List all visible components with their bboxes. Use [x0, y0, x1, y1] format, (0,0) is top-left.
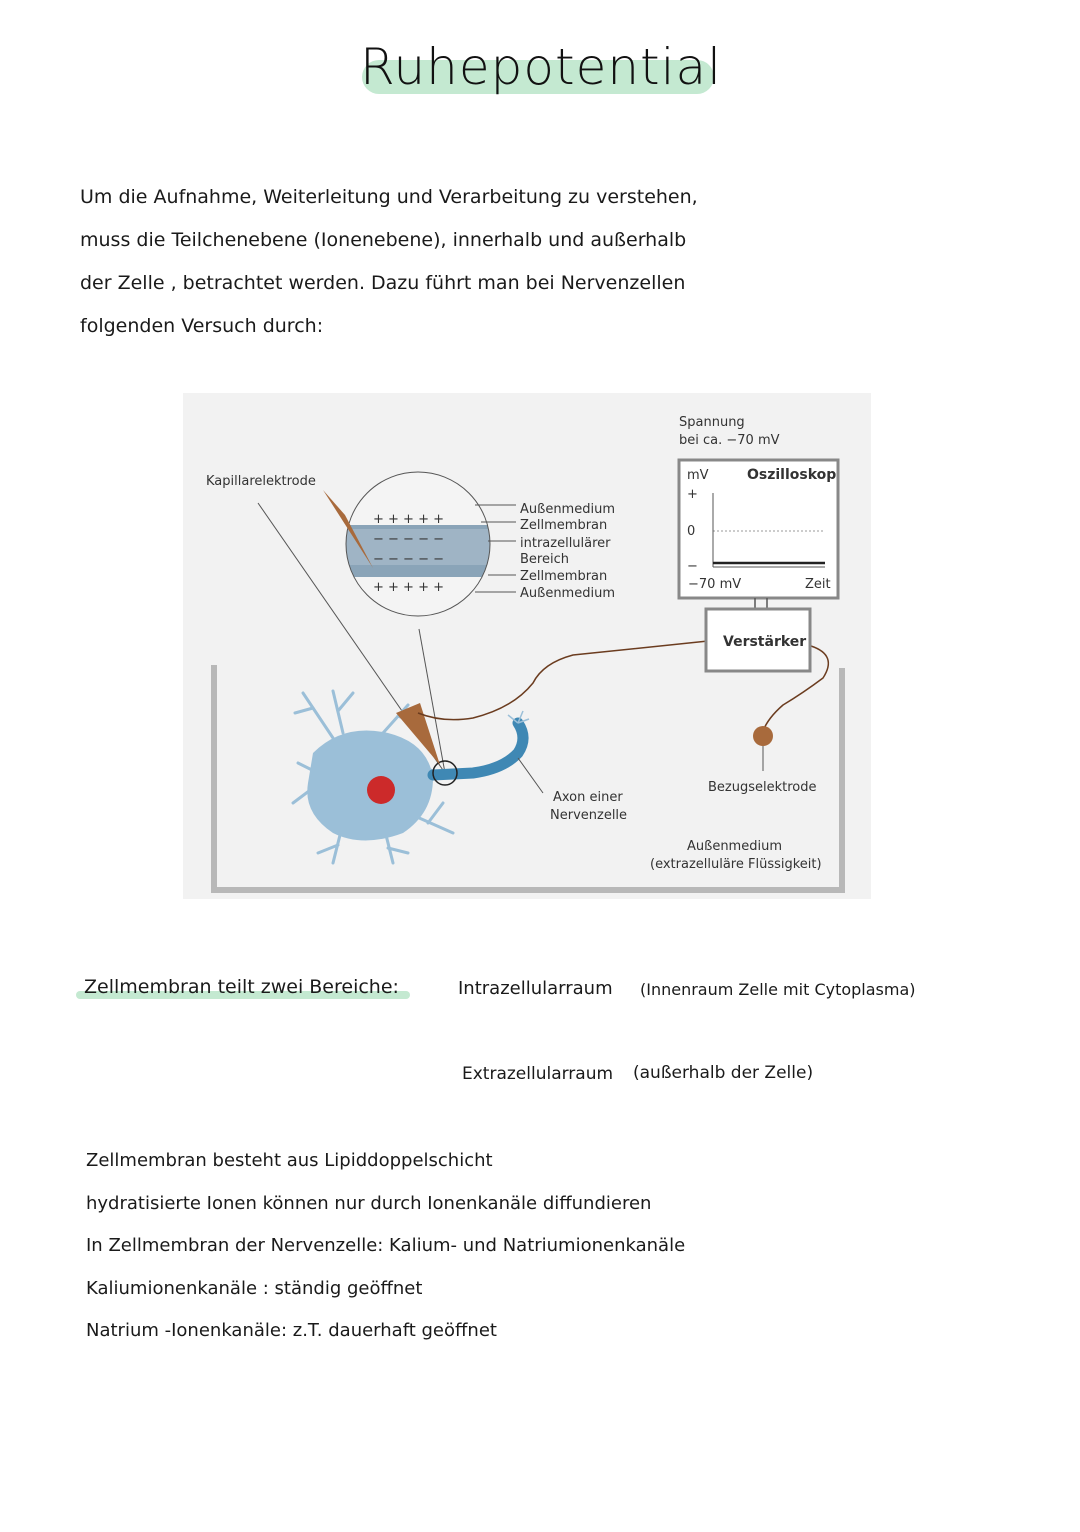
diagram-svg — [183, 393, 871, 899]
label-zellmembran-top: Zellmembran — [520, 518, 608, 533]
charge-plus-top: + + + + + — [373, 512, 444, 527]
label-osc-minus70: −70 mV — [688, 577, 742, 592]
label-bezugselektrode: Bezugselektrode — [708, 780, 817, 795]
fact-line: In Zellmembran der Nervenzelle: Kalium- und Natriumionenkanäle — [86, 1235, 686, 1256]
intro-line: Um die Aufnahme, Weiterleitung und Verarbeitung zu verstehen, — [80, 186, 698, 208]
intro-line: muss die Teilchenebene (Ionenebene), innerhalb und außerhalb — [80, 229, 687, 251]
intro-line: der Zelle , betrachtet werden. Dazu führt man bei Nervenzellen — [80, 272, 686, 294]
label-aussenmedium-bottom: Außenmedium — [520, 586, 615, 601]
axon-leader — [518, 758, 543, 793]
label-axon-2: Nervenzelle — [550, 808, 628, 823]
reference-electrode — [753, 726, 773, 746]
label-verstaerker: Verstärker — [723, 634, 807, 650]
label-spannung-2: bei ca. −70 mV — [679, 433, 780, 448]
label-osc-zeit: Zeit — [805, 577, 831, 592]
label-oszilloskop: Oszilloskop — [747, 467, 837, 483]
charge-minus-bottom: − − − − − — [373, 552, 444, 567]
sections-heading: Zellmembran teilt zwei Bereiche: — [84, 976, 399, 998]
charge-plus-bottom: + + + + + — [373, 580, 444, 595]
label-aussenmedium-top: Außenmedium — [520, 502, 615, 517]
membrane-zoom — [333, 453, 513, 643]
label-kapillarelektrode: Kapillarelektrode — [206, 474, 316, 489]
extra-name: Extrazellularraum — [462, 1064, 614, 1084]
label-intrazellulaer: intrazellulärer — [520, 536, 611, 551]
intra-name: Intrazellularraum — [458, 978, 613, 999]
page-title: Ruhepotential — [360, 38, 723, 96]
fact-line: Zellmembran besteht aus Lipiddoppelschicht — [86, 1150, 493, 1171]
label-spannung-1: Spannung — [679, 415, 745, 430]
fact-line: Kaliumionenkanäle : ständig geöffnet — [86, 1277, 423, 1299]
facts-list — [86, 1140, 685, 1353]
neuron-nucleus — [367, 776, 395, 804]
label-axon-1: Axon einer — [553, 790, 623, 805]
title-block — [360, 30, 723, 110]
label-osc-plus: + — [687, 487, 698, 502]
label-osc-zero: 0 — [687, 524, 696, 539]
intro-line: folgenden Versuch durch: — [80, 315, 324, 337]
label-aussen-2: (extrazelluläre Flüssigkeit) — [650, 857, 822, 872]
label-zellmembran-bottom: Zellmembran — [520, 569, 608, 584]
axon — [433, 723, 523, 775]
axon-terminal — [508, 711, 529, 723]
label-osc-minus: − — [687, 559, 698, 574]
intro-paragraph — [80, 176, 780, 348]
cable-electrode — [418, 641, 708, 720]
intra-desc: (Innenraum Zelle mit Cytoplasma) — [640, 980, 916, 999]
charge-minus-top: − − − − − — [373, 532, 444, 547]
fact-line: hydratisierte Ionen können nur durch Ionenkanäle diffundieren — [86, 1192, 652, 1214]
experiment-diagram — [183, 393, 871, 899]
label-osc-mv: mV — [687, 468, 709, 483]
label-aussen-1: Außenmedium — [687, 839, 782, 854]
label-bereich: Bereich — [520, 552, 569, 567]
extra-desc: (außerhalb der Zelle) — [633, 1063, 814, 1083]
fact-line: Natrium -Ionenkanäle: z.T. dauerhaft geöffnet — [86, 1320, 497, 1341]
